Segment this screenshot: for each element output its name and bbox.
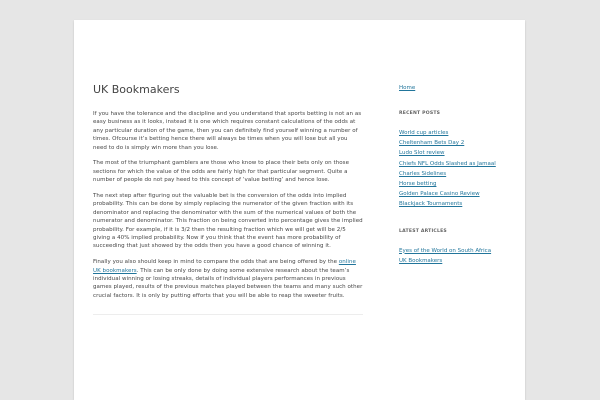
latest-article-link[interactable]: UK Bookmakers (399, 257, 443, 264)
latest-articles-list (399, 246, 509, 266)
list-item (399, 199, 509, 209)
page-container (74, 20, 525, 400)
recent-posts-title: RECENT POSTS (399, 111, 441, 116)
paragraph-text-after: . This can be only done by doing some extensive research about the team’s individual winning or losing streaks, details of individual players performances in previous games played, results of the previous matches played between the teams and many such other crucial factors. It is only by putting efforts that you will be able to reap the sweeter fruits. (93, 267, 363, 299)
recent-post-link[interactable]: Ludo Slot review (399, 150, 445, 157)
page-title: UK Bookmakers (93, 83, 180, 96)
recent-post-link[interactable]: Cheltenham Bets Day 2 (399, 140, 465, 147)
list-item (399, 189, 509, 199)
latest-article-link[interactable]: Eyes of the World on South Africa (399, 247, 492, 254)
list-item (399, 159, 509, 179)
article-paragraph-2: The most of the triumphant gamblers are those who know to place their bets only on those sections for which the value of the odds are fairly high for that particular segment. Quite a number of people do not pay heed to this concept of ‘value betting’ and hence lose. (93, 160, 350, 184)
online-uk-bookmakers-link[interactable]: online UK bookmakers (93, 259, 356, 274)
article-paragraph-4 (93, 258, 363, 300)
list-item (399, 256, 509, 266)
latest-articles-widget (399, 229, 509, 266)
sidebar (399, 84, 509, 285)
list-item (399, 128, 509, 138)
recent-post-link[interactable]: World cup articles (399, 130, 449, 136)
recent-post-link[interactable]: Blackjack Tournaments (399, 201, 463, 208)
recent-posts-list (399, 128, 509, 210)
recent-posts-widget (399, 111, 509, 210)
recent-post-link[interactable]: Horse betting (399, 181, 437, 188)
list-item (399, 138, 509, 148)
content-divider (93, 314, 363, 315)
latest-articles-title: LATEST ARTICLES (399, 228, 447, 234)
main-content (93, 83, 363, 315)
paragraph-text-before: Finally you also should keep in mind to compare the odds that are being offered by the (93, 259, 339, 266)
home-link[interactable]: Home (399, 85, 416, 91)
list-item (399, 148, 509, 158)
list-item (399, 179, 509, 189)
list-item (399, 246, 509, 256)
recent-post-link[interactable]: Chiefs NFL Odds Slashed as Jamaal Charles Sidelines (399, 160, 496, 177)
article-paragraph-1: If you have the tolerance and the discipline and you understand that sports betting is not an as easy business as it looks, instead it is one which requires constant calculations of the odds at any particular duration of the game, then you can definitely find yourself winning a number of times. Ofcourse it’s betting hence there will always be times when you will lose but all you need to do is simply win more than you lose. (93, 111, 362, 151)
recent-post-link[interactable]: Golden Palace Casino Review (399, 191, 480, 198)
article-paragraph-3: The next step after figuring out the valuable bet is the conversion of the odds into implied probability. This can be done by simply replacing the numerator of the given fraction with its denominator and replacing the denominator with the sum of the numerical values of both the numerator and denominator. This fraction on being converted into percentage gives the implied probability. For example, if it is 3/2 then the resulting fraction which we will get will be 2/5 giving a 40% implied probability. Now if you think that the event has more probability of succeeding that just showed by the odds then you have a good chance of winning it. (93, 193, 363, 250)
